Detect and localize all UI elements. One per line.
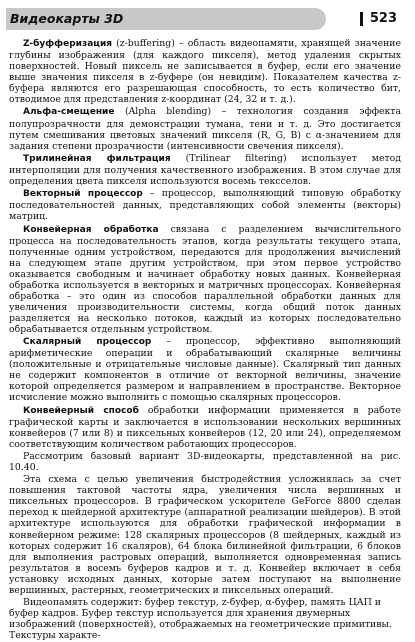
paragraph-z-buffering: Z-буфферизация (z-buffering) – область видеопамяти, хранящей значение глубины изображения (для каждого пикселя), метод удаления скрытых поверхностей. Новый пиксель не записывается в буфер, если его значение выше значения пикселя в z-буфере (он невидим). Показателем качества z-буфера являются его разрешающая способность, то есть количество бит, отводимое для представления z-координат (24, 32 и т. д.). [9,38,401,106]
term-z-buffering: Z-буфферизация [23,39,113,49]
paragraph-geforce: Эта схема с целью увеличения быстродействия усложнялась за счет повышения тактовой частоты ядра, увеличения числа вершинных и пиксельных процессоров. В графическом ускорителе GeForce 8800 сделан переход к шейдерной архитектуре (аппаратной реализации шейдеров). В этой архитектуре используются для обработки графической информации в конвейерном режиме: 128 скалярных процессоров (8 шейдерных, каждый из которых содержит 16 скаляров), 64 блока билинейной фильтрации, 6 блоков для выполнения растровых операций, выполняется одновременная запись результатов в восемь буферов кадров и т. д. Конвейер включает в себя установку исходных данных, которые затем поступают на выполнение вершинных, растерных, геометрических и пиксельных операций. [9,474,401,596]
term-scalar-processor: Скалярный процессор [23,337,152,348]
paragraph-pipeline-method: Конвейерный способ обработки информации применяется в работе графической карты и заключается в использовании нескольких вершинных конвейеров (7 или 8) и пиксельных конвейеров (12, 20 или 24), определяемом соответствующим количеством работающих процессоров. [9,404,401,450]
paragraph-figure-ref: Рассмотрим базовый вариант 3D-видеокарты, представленной на рис. 10.40. [9,451,401,474]
paragraph-alpha-blending: Альфа-смещение (Alpha blending) – технология создания эффекта полупрозрачности для демонстрации тумана, тени и т. д. Это достигается путем смешивания цветовых значений пикселя (R, G, B) с α-значением для задания степени прозрачности (интенсивности свечения пикселя). [9,106,401,152]
term-alpha-blending: Альфа-смещение [23,107,115,118]
paragraph-trilinear: Трилинейная фильтрация (Trilinear filtering) использует метод интерполяции для получения качественного изображения. В этом случае для определения цвета пикселя используются восемь тексселов. [9,152,402,187]
term-trilinear: Трилинейная фильтрация [23,153,171,164]
term-pipeline: Конвейерная обработка [23,224,159,235]
body-text [9,38,401,642]
term-pipeline-method: Конвейерный способ [23,405,139,416]
paragraph-vector-processor: Векторный процессор – процессор, выполняющий типовую обработку последовательностей данных, представляющих собой элементы (векторы) матриц. [9,188,401,223]
paragraph-pipeline: Конвейерная обработка связана с разделением вычислительного процесса на последовательность этапов, когда результаты текущего этапа, полученные одним устройством, передаются для продолжения вычислений на следующем этапе другим устройством, при этом первое устройство оказывается свободным и начинает обработку новых данных. Конвейерная обработка используется в векторных и матричных процессорах. Конвейерная обработка – это один из способов параллельной обработки данных для увеличения производительности системы, когда общий поток данных разделяется на несколько потоков, каждый из которых последовательно обрабатывается отдельным устройством. [9,223,402,335]
term-vector-processor: Векторный процессор [23,189,143,200]
page-number: 523 [370,8,397,30]
paragraph-scalar-processor: Скалярный процессор – процессор, эффективно выполняющий арифметические операции и обрабатывающий скалярные величины (положительные и отрицательные числовые данные). Скалярный тип данных не содержит компонентов в отличие от векторной величины, значение которой определяется размером и направлением в пространстве. Векторное исчисление можно выполнить с помощью скалярных процессоров. [9,336,402,404]
running-header [0,8,415,30]
chapter-title: Видеокарты 3D [6,8,326,30]
paragraph-videomemory: Видеопамять содержит: буфер текстур, z-буфер, α-буфер, память ЦАП и буфер кадров. Буфер текстур используется для хранения двумерных изображений (поверхностей), отображаемых на геометрические примитивы. Текстуры характе- [9,596,392,642]
